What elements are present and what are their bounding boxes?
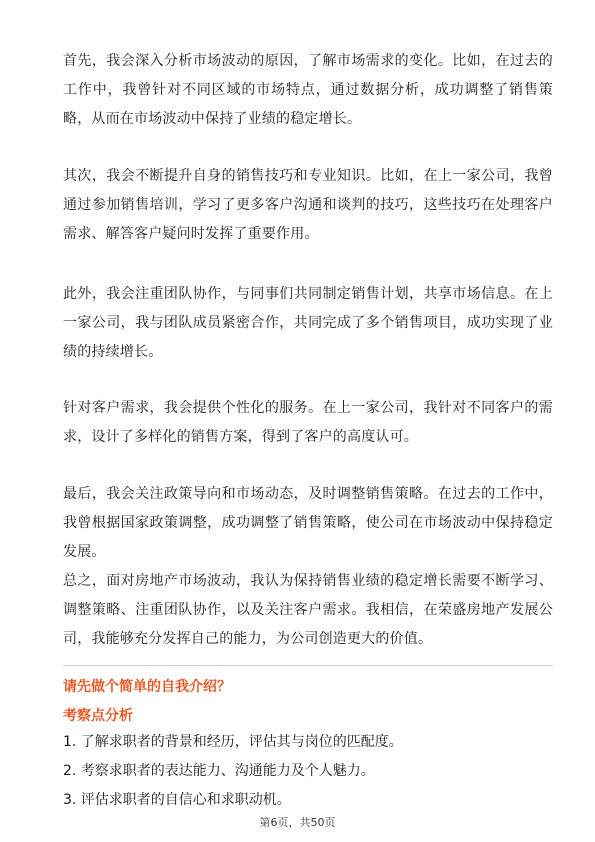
analysis-point: 2. 考察求职者的表达能力、沟通能力及个人魅力。	[63, 763, 375, 779]
analysis-points-list	[63, 728, 403, 815]
section-divider	[63, 665, 553, 666]
answer-paragraph-2: 其次，我会不断提升自身的销售技巧和专业知识。比如，在上一家公司，我曾通过参加销售培训，学习了更多客户沟通和谈判的技巧，这些技巧在处理客户需求、解答客户疑问时发挥了重要作用。	[63, 168, 553, 242]
analysis-heading: 考察点分析	[63, 708, 133, 724]
interview-question: 请先做个简单的自我介绍？	[63, 679, 231, 695]
page-footer: 第6页，共50页	[259, 816, 336, 829]
answer-paragraph-1: 首先，我会深入分析市场波动的原因，了解市场需求的变化。比如，在过去的工作中，我曾针对不同区域的市场特点，通过数据分析，成功调整了销售策略，从而在市场波动中保持了业绩的稳定增长。	[63, 53, 553, 127]
answer-paragraph-5: 最后，我会关注政策导向和市场动态，及时调整销售策略。在过去的工作中，我曾根据国家政策调整，成功调整了销售策略，使公司在市场波动中保持稳定发展。	[63, 486, 553, 560]
answer-paragraph-4: 针对客户需求，我会提供个性化的服务。在上一家公司，我针对不同客户的需求，设计了多样化的销售方案，得到了客户的高度认可。	[63, 400, 553, 445]
analysis-point: 3. 评估求职者的自信心和求职动机。	[63, 792, 291, 808]
answer-paragraph-3: 此外，我会注重团队协作，与同事们共同制定销售计划，共享市场信息。在上一家公司，我与团队成员紧密合作，共同完成了多个销售项目，成功实现了业绩的持续增长。	[63, 286, 553, 360]
analysis-point: 1. 了解求职者的背景和经历，评估其与岗位的匹配度。	[63, 734, 403, 750]
answer-paragraph-6: 总之，面对房地产市场波动，我认为保持销售业绩的稳定增长需要不断学习、调整策略、注重团队协作，以及关注客户需求。我相信，在荣盛房地产发展公司，我能够充分发挥自己的能力，为公司创造更大的价值。	[63, 573, 553, 647]
